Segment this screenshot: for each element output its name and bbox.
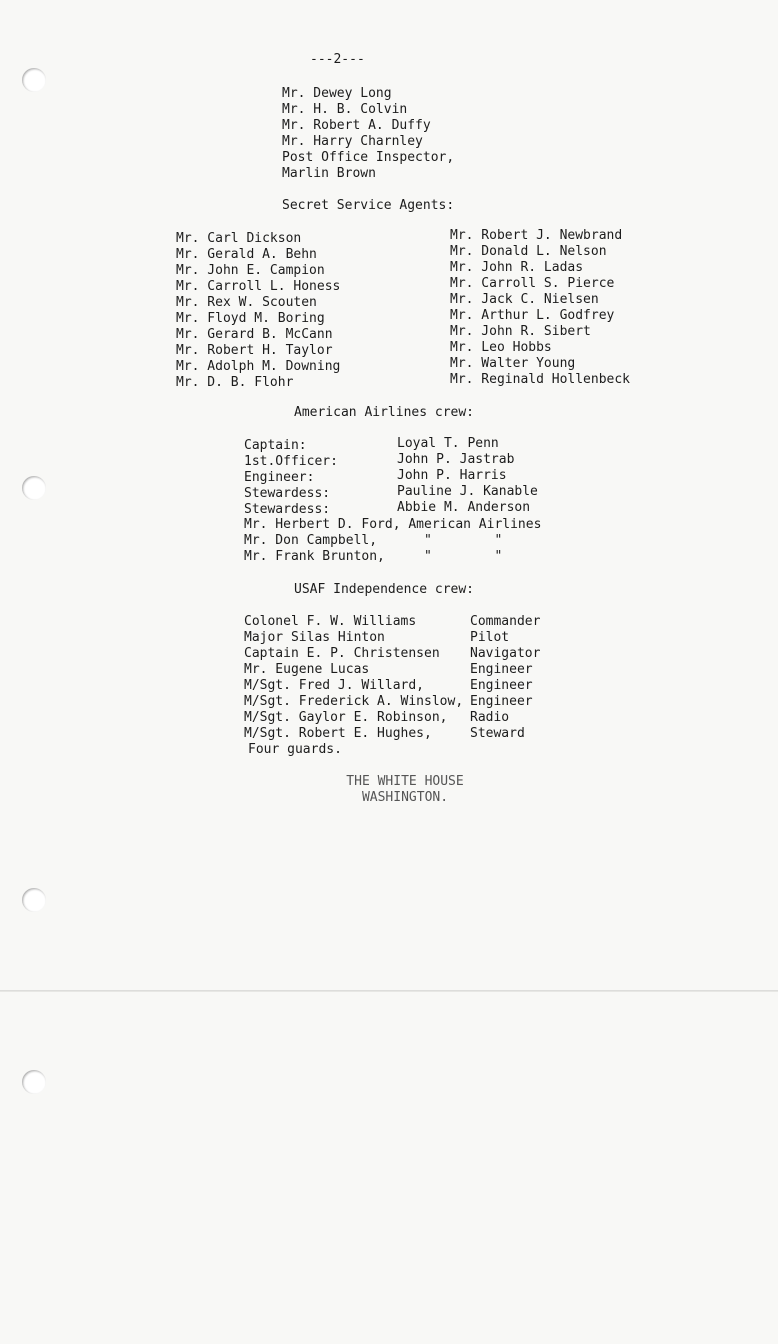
agent-left: Mr. Robert H. Taylor: [176, 343, 333, 358]
agent-right: Mr. Walter Young: [450, 356, 576, 371]
aa-role: Engineer:: [244, 470, 315, 485]
aa-role: 1st.Officer:: [244, 454, 338, 469]
usaf-role: Pilot: [470, 630, 510, 645]
usaf-role: Steward: [470, 726, 525, 741]
agent-left: Mr. Carl Dickson: [176, 231, 302, 246]
letterhead-line: THE WHITE HOUSE: [346, 774, 464, 789]
usaf-name: M/Sgt. Robert E. Hughes,: [244, 726, 432, 741]
agent-right: Mr. Jack C. Nielsen: [450, 292, 599, 307]
usaf-role: Engineer: [470, 694, 533, 709]
section-heading: American Airlines crew:: [294, 405, 475, 420]
usaf-name: Mr. Eugene Lucas: [244, 662, 370, 677]
section-heading: Secret Service Agents:: [282, 198, 455, 213]
punch-hole: [22, 476, 46, 500]
agent-left: Mr. D. B. Flohr: [176, 375, 294, 390]
intro-line: Mr. Harry Charnley: [282, 134, 423, 149]
aa-name: John P. Harris: [397, 468, 507, 483]
usaf-name: M/Sgt. Gaylor E. Robinson,: [244, 710, 448, 725]
agent-right: Mr. Robert J. Newbrand: [450, 228, 623, 243]
intro-line: Mr. Robert A. Duffy: [282, 118, 431, 133]
usaf-role: Engineer: [470, 678, 533, 693]
usaf-name: M/Sgt. Frederick A. Winslow,: [244, 694, 464, 709]
agent-left: Mr. Gerard B. McCann: [176, 327, 333, 342]
usaf-name: M/Sgt. Fred J. Willard,: [244, 678, 425, 693]
agent-left: Mr. Floyd M. Boring: [176, 311, 325, 326]
agent-left: Mr. Rex W. Scouten: [176, 295, 317, 310]
aa-other: Mr. Frank Brunton, " ": [244, 549, 503, 564]
intro-line: Post Office Inspector,: [282, 150, 455, 165]
agent-right: Mr. Reginald Hollenbeck: [450, 372, 631, 387]
punch-hole: [22, 1070, 46, 1094]
agent-left: Mr. Adolph M. Downing: [176, 359, 341, 374]
aa-name: Pauline J. Kanable: [397, 484, 538, 499]
agent-right: Mr. Leo Hobbs: [450, 340, 552, 355]
usaf-role: Navigator: [470, 646, 541, 661]
agent-right: Mr. John R. Sibert: [450, 324, 591, 339]
aa-role: Stewardess:: [244, 502, 331, 517]
section-heading: USAF Independence crew:: [294, 582, 475, 597]
usaf-name: Captain E. P. Christensen: [244, 646, 440, 661]
agent-left: Mr. Gerald A. Behn: [176, 247, 317, 262]
aa-other: Mr. Don Campbell, " ": [244, 533, 503, 548]
aa-role: Captain:: [244, 438, 307, 453]
punch-hole: [22, 68, 46, 92]
usaf-name: Colonel F. W. Williams: [244, 614, 417, 629]
intro-line: Mr. H. B. Colvin: [282, 102, 408, 117]
aa-other: Mr. Herbert D. Ford, American Airlines: [244, 517, 542, 532]
aa-name: Abbie M. Anderson: [397, 500, 531, 515]
letterhead-line: WASHINGTON.: [361, 790, 449, 805]
aa-name: Loyal T. Penn: [397, 436, 499, 451]
fold-line: [0, 990, 778, 992]
agent-right: Mr. Carroll S. Pierce: [450, 276, 615, 291]
agent-left: Mr. John E. Campion: [176, 263, 325, 278]
punch-hole: [22, 888, 46, 912]
agent-right: Mr. John R. Ladas: [450, 260, 584, 275]
page-number: ---2---: [310, 52, 365, 67]
intro-line: Marlin Brown: [282, 166, 376, 181]
usaf-role: Commander: [470, 614, 541, 629]
usaf-role: Engineer: [470, 662, 533, 677]
usaf-role: Radio: [470, 710, 510, 725]
aa-role: Stewardess:: [244, 486, 331, 501]
aa-name: John P. Jastrab: [397, 452, 515, 467]
usaf-name: Major Silas Hinton: [244, 630, 385, 645]
agent-right: Mr. Arthur L. Godfrey: [450, 308, 615, 323]
usaf-footer: Four guards.: [248, 742, 342, 757]
intro-line: Mr. Dewey Long: [282, 86, 392, 101]
agent-right: Mr. Donald L. Nelson: [450, 244, 607, 259]
agent-left: Mr. Carroll L. Honess: [176, 279, 341, 294]
